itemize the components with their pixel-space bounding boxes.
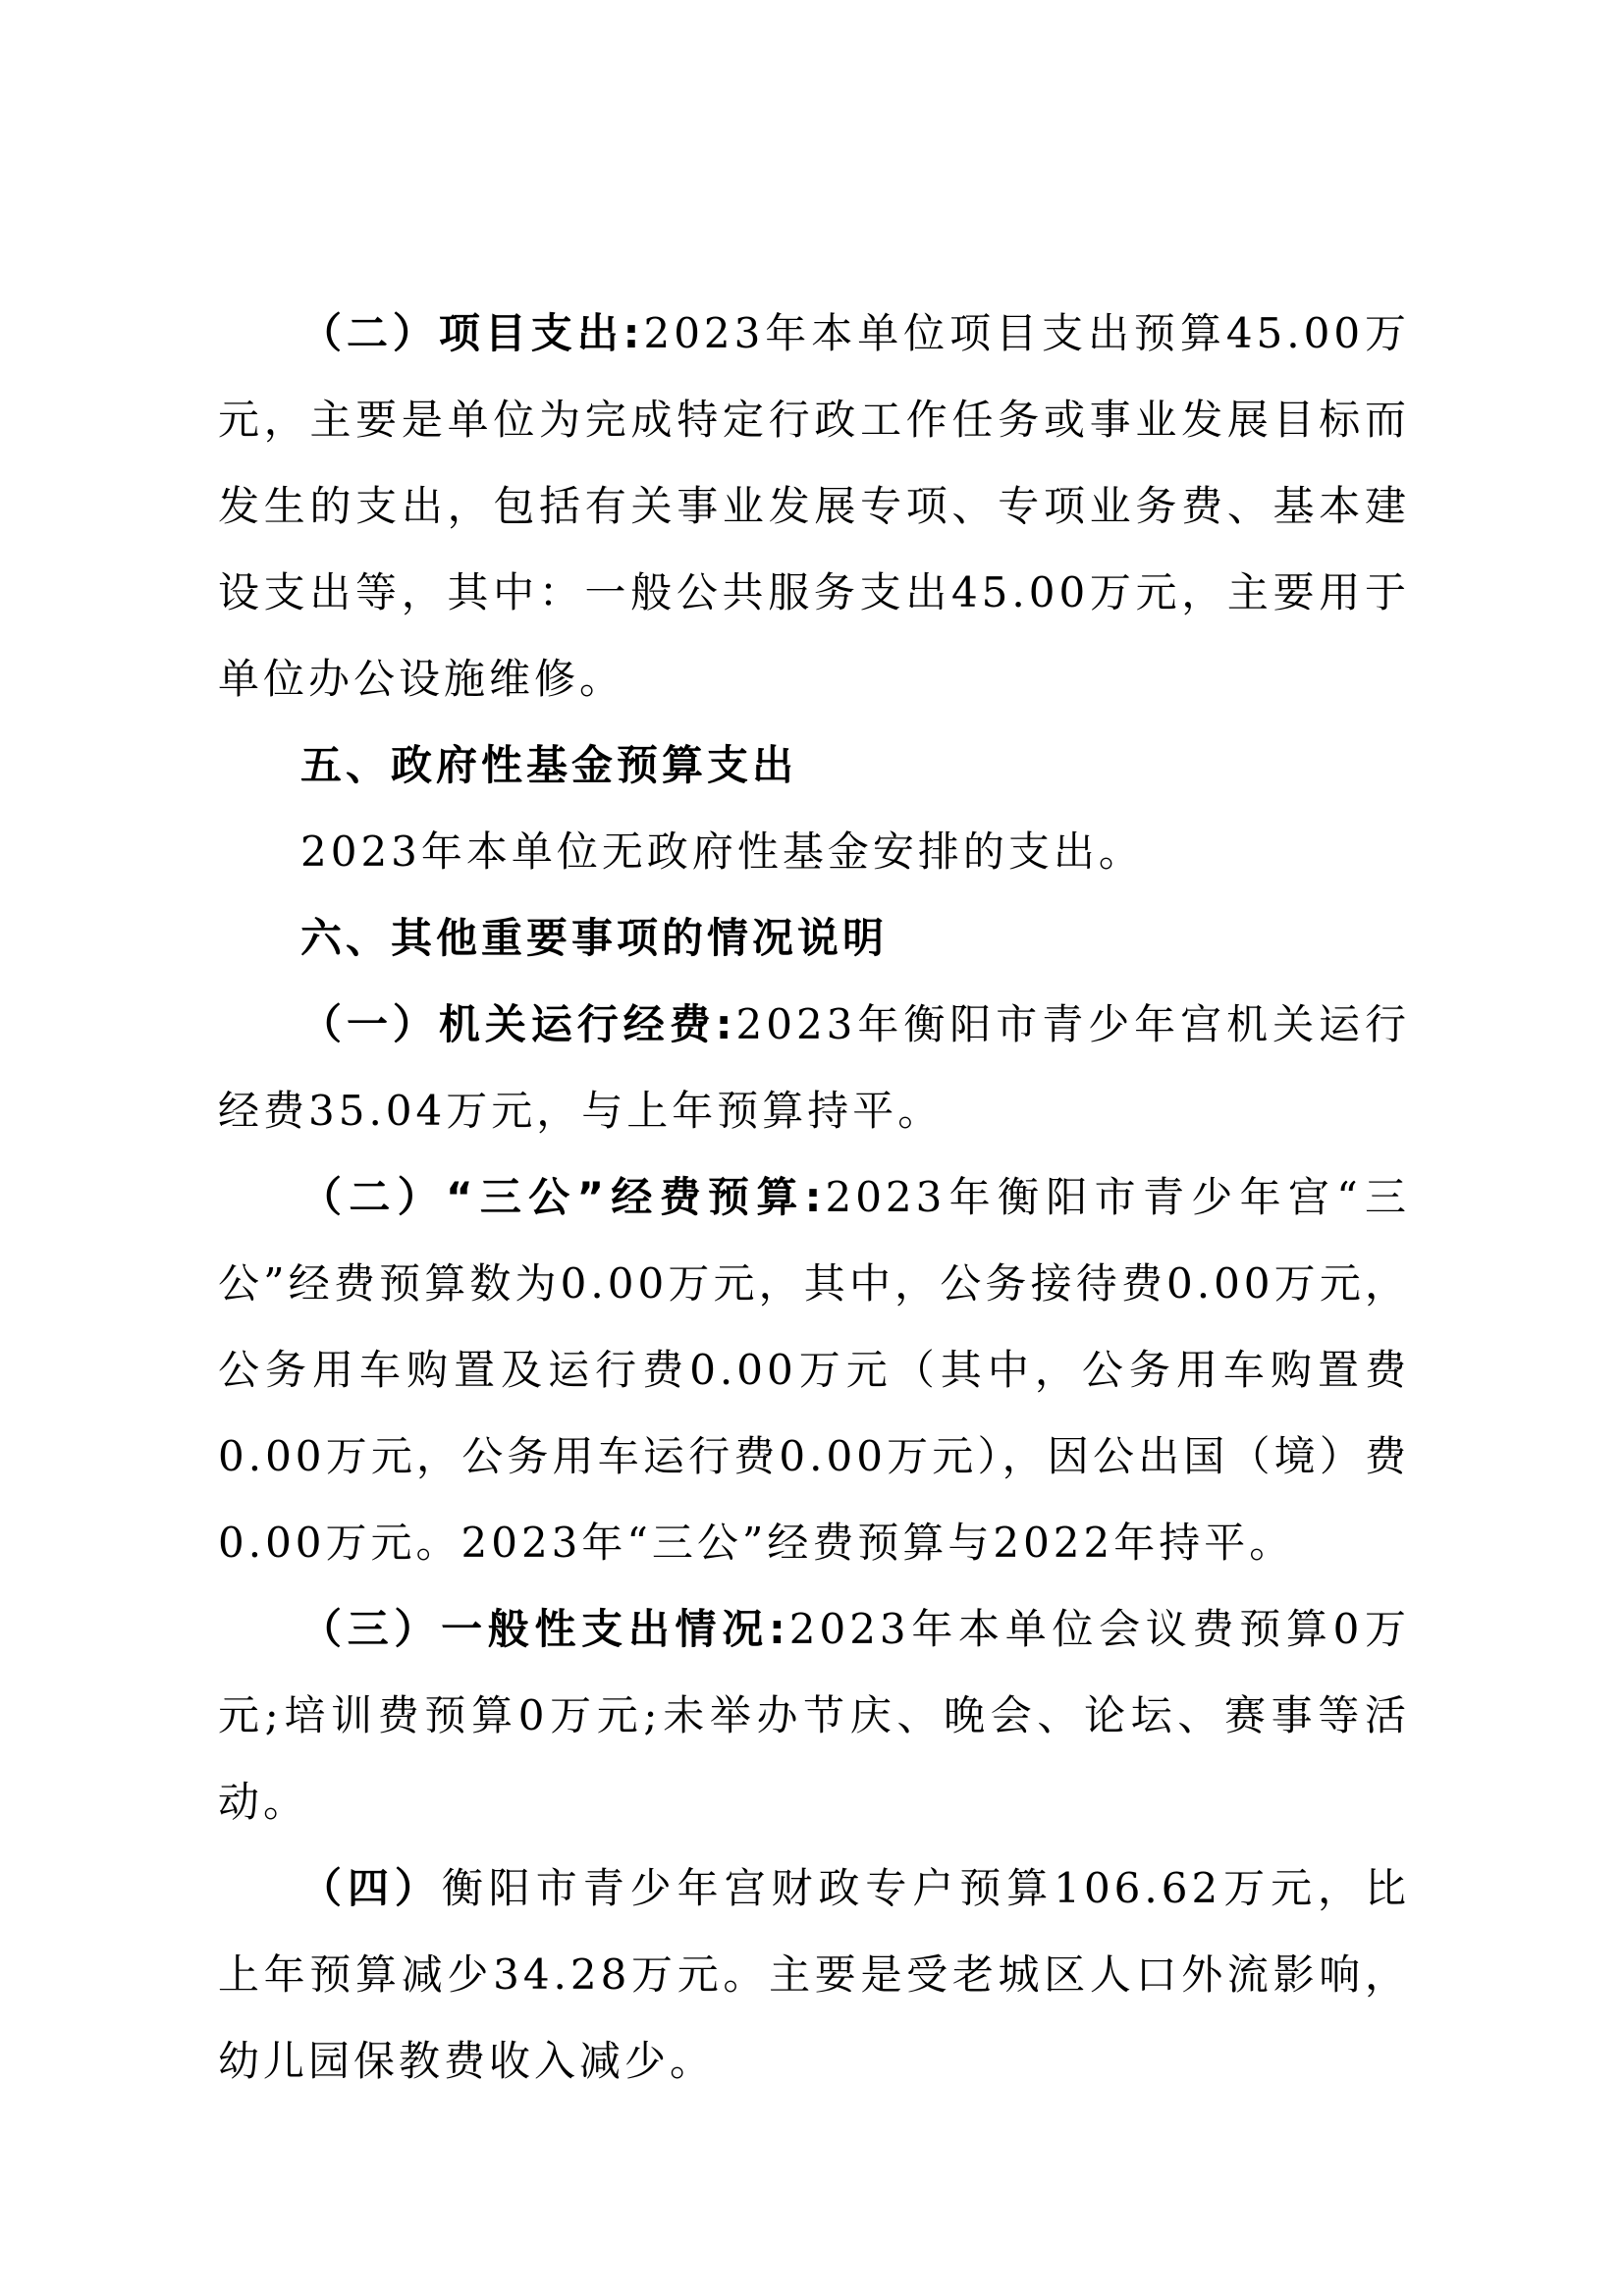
paragraph-lead: （二）项目支出: [300, 309, 644, 357]
paragraph-text: 2023年衡阳市青少年宫机关运行经费35.04万元，与上年预算持平。 [218, 1000, 1411, 1135]
paragraph-text: 2023年本单位无政府性基金安排的支出。 [300, 828, 1144, 876]
paragraph-text: 2023年衡阳市青少年宫“三公”经费预算数为0.00万元，其中，公务接待费0.00万元，公务用车购置及运行费0.00万元（其中，公务用车购置费0.00万元，公务用车运行费0.00万元），因公出国（境）费0.00万元。2023年“三公”经费预算与2022年持平。 [218, 1173, 1410, 1567]
paragraph-operating-funds [218, 982, 1410, 1154]
section-heading-other-matters: 六、其他重要事项的情况说明 [300, 914, 889, 962]
paragraph-text: 衡阳市青少年宫财政专户预算106.62万元，比上年预算减少34.28万元。主要是受老城区人口外流影响，幼儿园保教费收入减少。 [218, 1864, 1410, 2085]
paragraph-government-fund [218, 809, 1410, 895]
paragraph-general-expenditure [218, 1586, 1410, 1845]
paragraph-three-public-expenses [218, 1154, 1410, 1586]
paragraph-special-account [218, 1845, 1410, 2105]
paragraph-text: 2023年本单位项目支出预算45.00万元，主要是单位为完成特定行政工作任务或事业发展目标而发生的支出，包括有关事业发展专项、专项业务费、基本建设支出等，其中：一般公共服务支出45.00万元，主要用于单位办公设施维修。 [218, 309, 1411, 703]
paragraph-lead: （四） [300, 1864, 442, 1912]
paragraph-lead: （三）一般性支出情况: [300, 1605, 789, 1653]
paragraph-lead: （二）“三公”经费预算: [300, 1173, 826, 1221]
section-heading-government-fund: 五、政府性基金预算支出 [300, 741, 798, 789]
document-body [218, 291, 1410, 2105]
paragraph-lead: （一）机关运行经费: [300, 1000, 736, 1048]
paragraph-text: 2023年本单位会议费预算0万元;培训费预算0万元;未举办节庆、晚会、论坛、赛事等活动。 [218, 1605, 1411, 1826]
paragraph-project-expenditure [218, 291, 1410, 722]
